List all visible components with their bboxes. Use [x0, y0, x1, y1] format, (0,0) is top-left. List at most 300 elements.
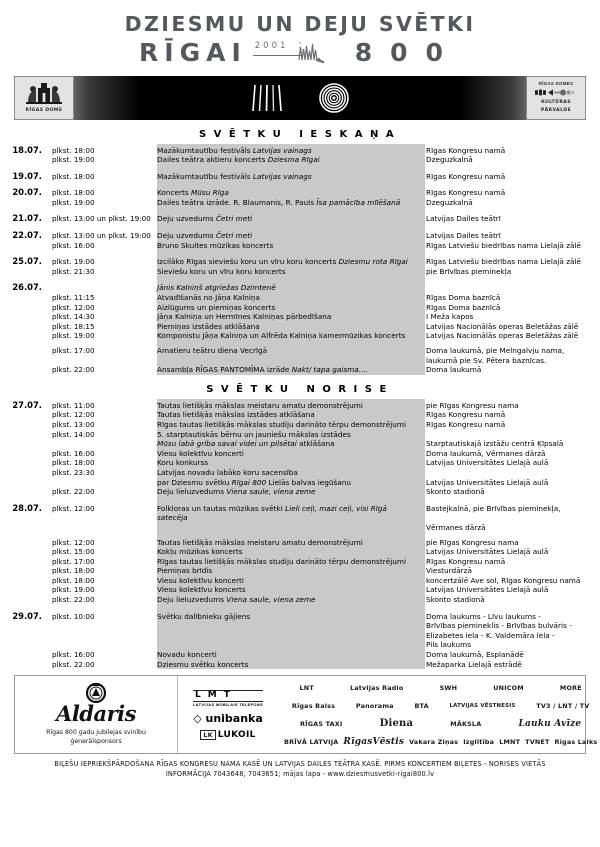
footer-line-2: INFORMĀCIJA 7043648, 7043651; mājas lapa - www.dziesmusvetki-rigai800.lv [165, 770, 435, 779]
event-venue: I Meža kapos [426, 312, 474, 322]
event-title-text: Rīgas tautas lietišķās mākslas studiju darināto tērpu demonstrējumi [157, 556, 406, 566]
event-title [152, 458, 423, 468]
event-title [152, 346, 423, 356]
event-title-emphasis: Latvijas vainags [252, 171, 312, 181]
unibanka-drop-icon: ◇ [193, 711, 202, 725]
event-title [152, 595, 423, 605]
event-venue: Dzeguzkalnā [426, 155, 473, 165]
event-venue: koncertzālē Ave sol, Rīgas Kongresu namā [426, 575, 581, 585]
event-title-text: Novadu koncerti [157, 650, 217, 660]
schedule-row [0, 595, 600, 605]
sponsor-logo: Rīgas Laiks [554, 737, 598, 746]
day-spacer [0, 605, 600, 612]
event-title-emphasis: Latvijas vainags [252, 145, 312, 155]
sponsor-row [284, 734, 597, 749]
page-title: DZIESMU UN DEJU SVĒTKI [124, 12, 476, 36]
event-title-emphasis: Rīgai 800 [231, 477, 267, 487]
event-title-emphasis: Viena saule, viena zeme [226, 487, 316, 497]
title-rigai: RĪGAI [139, 37, 247, 67]
sponsor-logo: TVNET [525, 737, 550, 746]
riga-city-council-logo [14, 76, 74, 120]
event-time: plkst. 13:00 un plkst. 19:00 [52, 214, 151, 224]
schedule-row [0, 621, 600, 631]
culture-dept-line2: PĀRVALDE [540, 107, 572, 113]
event-date: 25.07. [12, 256, 42, 267]
event-title [152, 439, 423, 449]
schedule-row [0, 547, 600, 557]
event-title-text: Deju lieluzvedums [157, 487, 227, 497]
event-time: plkst. 23:30 [52, 467, 95, 477]
schedule-row [0, 172, 600, 182]
lmt-wordmark: LMT [193, 690, 263, 702]
ticket-info-footer [14, 759, 586, 779]
general-sponsor-caption-1: Rīgas 800 gadu jubilejas svinību [46, 729, 146, 737]
event-venue: Latvijas Dailes teātrī [426, 214, 501, 224]
event-venue: Mežaparka Lielajā estrādē [426, 659, 522, 669]
event-title [152, 198, 423, 208]
event-venue: Skonto stadionā [426, 487, 485, 497]
event-title [152, 449, 423, 459]
day-spacer [0, 497, 600, 504]
event-time: plkst. 19:00 [52, 197, 95, 207]
event-title-text: Viesu kolektīvu koncerti [157, 448, 244, 458]
event-time: plkst. 21:30 [52, 266, 95, 276]
event-venue: Rīgas Kongresu namā [426, 171, 506, 181]
event-venue: Latvijas Nacionālās operas Beletāžas zālē [426, 321, 579, 331]
event-title-emphasis: Mūsu Rīga [191, 188, 229, 198]
schedule-row [0, 504, 600, 523]
sponsor-logo: Panorama [355, 701, 394, 710]
event-venue: Starptautiskajā izstāžu centrā Ķīpsalā [426, 439, 564, 449]
major-sponsors-block [178, 676, 278, 753]
event-venue: Doma laukumā, pie Melngalvju nama, [426, 346, 565, 356]
lukoil-logo [200, 730, 255, 740]
event-venue: Rīgas Kongresu namā [426, 145, 506, 155]
event-venue: Rīgas Kongresu namā [426, 188, 506, 198]
event-date: 22.07. [12, 230, 42, 241]
schedule-row [0, 241, 600, 251]
day-group [0, 214, 600, 224]
lmt-logo [193, 690, 263, 707]
footer-line-1: BIĻEŠU IEPRIEKŠPĀRDOŠANA RĪGAS KONGRESU NAMA KASĒ UN LATVIJAS DAILES TEĀTRA KASĒ. PIRMS KONCERTIEM BIĻETES - NORISES VIETĀS [54, 760, 546, 769]
event-title [152, 293, 423, 303]
event-title [152, 547, 423, 557]
schedule-row [0, 303, 600, 313]
day-group [0, 504, 600, 605]
day-group [0, 257, 600, 276]
event-venue: Latvijas Nacionālās operas Beletāžas zālē [426, 331, 579, 341]
schedule-row [0, 283, 600, 293]
event-title-text: Amatieru teātru diena Vecrīgā [157, 346, 268, 356]
event-venue: Elizabetes iela - K. Valdemāra iela - [426, 630, 555, 640]
event-title [152, 303, 423, 313]
day-group [0, 612, 600, 670]
lukoil-wordmark: LUKOIL [217, 729, 256, 740]
general-sponsor-block [15, 676, 178, 753]
event-time: plkst. 16:00 [52, 650, 95, 660]
event-time: plkst. 18:15 [52, 321, 95, 331]
event-title-text: Atvadīšanās no Jāņa Kalniņa [157, 293, 261, 303]
event-title-text: Tautas lietišķās mākslas izstādes atklāšana [157, 410, 315, 420]
schedule-row [0, 557, 600, 567]
event-title-text: Svētku dalībnieku gājiens [157, 611, 251, 621]
schedule-row [0, 293, 600, 303]
event-venue: Pils laukums [426, 640, 472, 650]
event-title-emphasis: Mūsu labā griba savai videi un pilsētai [157, 439, 297, 449]
program-rows [0, 129, 600, 670]
schedule-row [0, 356, 600, 366]
schedule-row [0, 331, 600, 341]
day-group [0, 172, 600, 182]
event-title-text: Aizlūgums un piemiņas koncerts [157, 302, 276, 312]
lmt-caption: LATVIJAS MOBILAIS TELEFONS [193, 701, 263, 707]
day-spacer [0, 207, 600, 214]
schedule-row [0, 576, 600, 586]
event-time: plkst. 19:00 [52, 585, 95, 595]
event-venue: Latvijas Universitātes Lielajā aulā [426, 477, 549, 487]
sponsor-logo: RĪGAS TAXI [300, 719, 343, 728]
event-title-text: Tautas lietišķās mākslas meistaru amatu demonstrējumi [157, 537, 363, 547]
event-time: plkst. 19:00 [52, 155, 95, 165]
culture-dept-top-label: RĪGAS DOMES [538, 81, 574, 87]
event-title [152, 430, 423, 440]
sponsor-logo: BRĪVĀ LATVIJA [284, 737, 339, 746]
sponsor-row [284, 716, 597, 731]
schedule-row [0, 410, 600, 420]
schedule-row [0, 650, 600, 660]
event-time: plkst. 18:00 [52, 188, 95, 198]
event-title-emphasis: Četri meti [215, 214, 253, 224]
program-schedule [0, 129, 600, 670]
event-time: plkst. 13:00 [52, 419, 95, 429]
day-group [0, 188, 600, 207]
event-date: 28.07. [12, 502, 42, 513]
sponsor-logo: Diena [379, 718, 414, 730]
schedule-row [0, 322, 600, 332]
event-title-text: Deju lieluzvedums [157, 595, 227, 605]
event-title [152, 267, 423, 277]
day-spacer [0, 250, 600, 257]
sponsor-logo: MĀKSLA [450, 719, 482, 728]
event-time: plkst. 14:30 [52, 312, 95, 322]
schedule-row [0, 612, 600, 622]
event-title [152, 172, 423, 182]
event-title-text: Dailes teātra aktieru koncerts [157, 155, 268, 165]
event-title [152, 504, 423, 523]
event-title [152, 365, 423, 375]
culture-dept-mark-icon [534, 88, 578, 97]
event-time: plkst. 22:00 [52, 659, 95, 669]
schedule-row [0, 198, 600, 208]
event-title-text: Deju uzvedums [157, 214, 216, 224]
event-venue: Brīvības piemineklis - Brīvības bulvāris - [426, 621, 572, 631]
event-venue: Rīgas Latviešu biedrības nama Lielajā zālē [426, 257, 582, 267]
event-time: plkst. 13:00 un plkst. 19:00 [52, 231, 151, 241]
event-time: plkst. 12:00 [52, 537, 95, 547]
general-sponsor-caption-2: ģenerālsponsors [70, 737, 122, 745]
event-title-emphasis: Dziesmu rota Rīgai [338, 257, 408, 267]
schedule-row [0, 231, 600, 241]
day-spacer [0, 224, 600, 231]
event-title-text: Dziesmu svētku koncerts [157, 659, 249, 669]
event-date: 21.07. [12, 213, 42, 224]
event-venue: Doma laukumā, Esplanādē [426, 650, 524, 660]
event-time: plkst. 18:00 [52, 145, 95, 155]
event-time: plkst. 16:00 [52, 240, 95, 250]
event-title-text: par Dziesmu svētku [157, 477, 232, 487]
title-subline [0, 38, 600, 67]
year-underline [253, 55, 301, 56]
event-title-text: Tautas lietišķās mākslas meistaru amatu demonstrējumi [157, 400, 363, 410]
sponsor-logo: SWH [439, 683, 458, 692]
day-spacer [0, 165, 600, 172]
event-time: plkst. 11:15 [52, 293, 95, 303]
schedule-row [0, 660, 600, 670]
event-title [152, 487, 423, 497]
event-venue: Rīgas Kongresu namā [426, 419, 506, 429]
schedule-row [0, 365, 600, 375]
event-title-text: Sieviešu koru un vīru koru koncerts [157, 266, 286, 276]
event-title-text: Ansambļa RĪGAS PANTOMĪMA izrāde [157, 365, 292, 375]
event-title [152, 214, 423, 224]
event-time: plkst. 16:00 [52, 448, 95, 458]
section-heading: SVĒTKU NORISE [206, 383, 394, 395]
event-title [152, 241, 423, 251]
culture-dept-line1: KULTŪRAS [541, 100, 571, 106]
event-title [152, 478, 423, 488]
event-venue: Doma laukums - Līvu laukums - [426, 611, 541, 621]
event-venue: Viesturdārzā [426, 566, 472, 576]
schedule-row [0, 346, 600, 356]
event-venue: Rīgas Kongresu namā [426, 410, 506, 420]
event-title [152, 312, 423, 322]
event-title-emphasis: Lieli ceļi, mazi ceļi, visi Rīgā satecēja [157, 503, 387, 523]
event-title-text: Jāņa Kalniņa un Hermīnes Kalniņas pārbedīšana [157, 312, 332, 322]
day-group [0, 231, 600, 250]
event-title [152, 322, 423, 332]
schedule-row [0, 487, 600, 497]
event-venue: Doma laukumā, Vērmanes dārzā [426, 448, 546, 458]
event-title-text: Piemiņas izstādes atklāšana [157, 321, 260, 331]
schedule-row [0, 585, 600, 595]
sponsor-row [284, 698, 597, 713]
event-venue: laukumā pie Sv. Pētera baznīcas. [426, 355, 547, 365]
sponsor-logo: LNT [299, 683, 314, 692]
aldaris-wordmark: Aldaris [56, 701, 136, 727]
event-title-text: Koncerts [157, 188, 191, 198]
event-title-text: Mazākumtautību festivāls [157, 171, 253, 181]
schedule-row [0, 523, 600, 533]
event-title-text: Kokļu mūzikas koncerts [157, 547, 243, 557]
event-title-text: Mazākumtautību festivāls [157, 145, 253, 155]
event-date: 19.07. [12, 170, 42, 181]
sponsors-panel [14, 675, 598, 754]
media-partners-grid [278, 676, 600, 753]
event-title [152, 146, 423, 156]
event-title-text: Folkloras un tautas mūzikas svētki [157, 503, 286, 513]
event-time: plkst. 18:00 [52, 171, 95, 181]
event-venue: pie Rīgas Kongresu nama [426, 537, 519, 547]
event-title [152, 468, 423, 478]
unibanka-logo [193, 712, 263, 725]
schedule-row [0, 458, 600, 468]
concentric-rings-icon [319, 83, 349, 113]
sponsor-logo: Lauku Avīze [518, 718, 582, 729]
event-title-text: Latvijas novadu labāko koru sacensība [157, 467, 298, 477]
event-title [152, 538, 423, 548]
sponsor-logo: Vakara Ziņas [409, 737, 459, 746]
event-time: plkst. 10:00 [52, 611, 95, 621]
event-venue: Rīgas Latviešu biedrības nama Lielajā zālē [426, 240, 582, 250]
event-time: plkst. 18:00 [52, 575, 95, 585]
aldaris-emblem-icon [81, 683, 111, 703]
riga-council-caption: RĪGAS DOME [25, 107, 63, 113]
day-spacer [0, 181, 600, 188]
event-venue: Rīgas Doma baznīcā [426, 302, 501, 312]
event-time: plkst. 18:00 [52, 566, 95, 576]
event-time: plkst. 11:00 [52, 400, 95, 410]
schedule-row [0, 566, 600, 576]
event-title-text: Komponistu Jāņa Kalniņa un Alfrēda Kalniņa kamermūzikas koncerts [157, 331, 406, 341]
sponsor-logo: UNICOM [493, 683, 524, 692]
event-time: plkst. 15:00 [52, 547, 95, 557]
schedule-row [0, 631, 600, 641]
event-title [152, 566, 423, 576]
event-title [152, 257, 423, 267]
event-title-text: Viesu kolektīvu koncerti [157, 575, 244, 585]
schedule-row [0, 267, 600, 277]
title-year: 2001 [254, 41, 289, 52]
schedule-row [0, 538, 600, 548]
event-venue: pie Brīvības pieminekļa [426, 266, 512, 276]
year-skyline-mark [253, 38, 345, 66]
event-title-text: Rīgas tautas lietišķās mākslas studiju darināto tērpu demonstrējumi [157, 419, 406, 429]
event-title-text: Deju uzvedums [157, 231, 216, 241]
event-title [152, 585, 423, 595]
kokle-strings-icon [251, 83, 285, 113]
event-venue: Doma laukumā [426, 365, 482, 375]
event-venue: Dzeguzkalnā [426, 197, 473, 207]
event-venue: Latvijas Universitātes Lielajā aulā [426, 458, 549, 468]
event-title [152, 231, 423, 241]
schedule-row [0, 146, 600, 156]
event-title-emphasis: Īsa pamācība mīlēšanā [316, 197, 401, 207]
event-title-emphasis: Viena saule, viena zeme [226, 595, 316, 605]
day-group [0, 283, 600, 374]
event-date: 29.07. [12, 610, 42, 621]
sponsor-logo: TV3 / LNT / TV [536, 701, 590, 710]
day-group [0, 146, 600, 165]
event-time: plkst. 17:00 [52, 346, 95, 356]
event-venue: Rīgas Doma baznīcā [426, 293, 501, 303]
schedule-row [0, 478, 600, 488]
event-title-text: Dailes teātra izrāde. R. Blaumanis, R. Pauls [157, 197, 317, 207]
sponsor-row [284, 680, 597, 695]
schedule-row [0, 439, 600, 449]
schedule-row [0, 214, 600, 224]
event-venue: Vērmanes dārzā [426, 522, 486, 532]
event-time: plkst. 18:00 [52, 458, 95, 468]
event-title-emphasis: Četri meti [215, 231, 253, 241]
schedule-row [0, 468, 600, 478]
day-spacer [0, 276, 600, 283]
event-title-text: Viesu kolektīvu koncerts [157, 585, 246, 595]
event-time: plkst. 12:00 [52, 410, 95, 420]
event-date: 18.07. [12, 144, 42, 155]
event-title [152, 576, 423, 586]
sponsor-logo: LMNT [499, 737, 521, 746]
event-title [152, 188, 423, 198]
event-venue: Bastejkalnā, pie Brīvības pieminekļa, [426, 503, 561, 513]
culture-department-logo [526, 76, 586, 120]
event-title [152, 410, 423, 420]
sponsor-logo: Izglītība [463, 737, 495, 746]
lukoil-mark-icon: LK [200, 730, 215, 740]
event-venue: Latvijas Dailes teātrī [426, 231, 501, 241]
event-title-emphasis: Dziesma Rīgai [267, 155, 320, 165]
sponsor-logo: Latvijas Radio [349, 683, 404, 692]
event-title-text: Koru konkurss [157, 458, 209, 468]
event-time: plkst. 22:00 [52, 365, 95, 375]
sponsor-logo: MORE [559, 683, 582, 692]
event-title-emphasis: Jānis Kalniņš atgriežas Dzimtenē [157, 283, 276, 293]
riga-coat-of-arms-icon [24, 81, 64, 107]
event-title [152, 420, 423, 430]
banner-center-art [14, 76, 586, 120]
event-time: plkst. 19:00 [52, 331, 95, 341]
event-time: plkst. 22:00 [52, 595, 95, 605]
sponsor-logo: BTA [414, 701, 429, 710]
schedule-row [0, 640, 600, 650]
sponsor-logo: Rīgas Balss [291, 701, 336, 710]
poster-title-block [0, 0, 600, 67]
event-title [152, 612, 423, 622]
schedule-row [0, 312, 600, 322]
event-title-emphasis: Nakt/ tapa gaisma.... [291, 365, 369, 375]
event-title [152, 283, 423, 293]
event-title [152, 155, 423, 165]
schedule-row [0, 257, 600, 267]
event-date: 26.07. [12, 282, 42, 293]
schedule-row [0, 401, 600, 411]
event-title [152, 401, 423, 411]
event-venue: Rīgas Kongresu namā [426, 556, 506, 566]
event-time: plkst. 14:00 [52, 429, 95, 439]
sponsor-logo: RīgasVēstis [343, 736, 405, 747]
event-time: plkst. 12:00 [52, 503, 95, 513]
event-date: 27.07. [12, 399, 42, 410]
event-title [152, 331, 423, 341]
event-date: 20.07. [12, 187, 42, 198]
title-number-800: 800 [354, 37, 461, 67]
schedule-row [0, 155, 600, 165]
event-time: plkst. 17:00 [52, 556, 95, 566]
event-title-text: Bruno Skultes mūzikas koncerts [157, 240, 274, 250]
banner-band [14, 76, 586, 120]
sponsor-logo: LATVIJAS VĒSTNESIS [449, 702, 516, 709]
schedule-row [0, 430, 600, 440]
schedule-row [0, 449, 600, 459]
event-title [152, 660, 423, 670]
day-group [0, 401, 600, 497]
event-time: plkst. 12:00 [52, 302, 95, 312]
schedule-row [0, 188, 600, 198]
unibanka-wordmark: unibanka [205, 711, 263, 725]
event-title-tail: Lielās balvas iegūšanu [266, 477, 352, 487]
event-title-tail: atklāšana [296, 439, 335, 449]
event-title [152, 557, 423, 567]
event-title-text: 5. starptautiskās bērnu un jauniešu mākslas izstādes [157, 429, 351, 439]
